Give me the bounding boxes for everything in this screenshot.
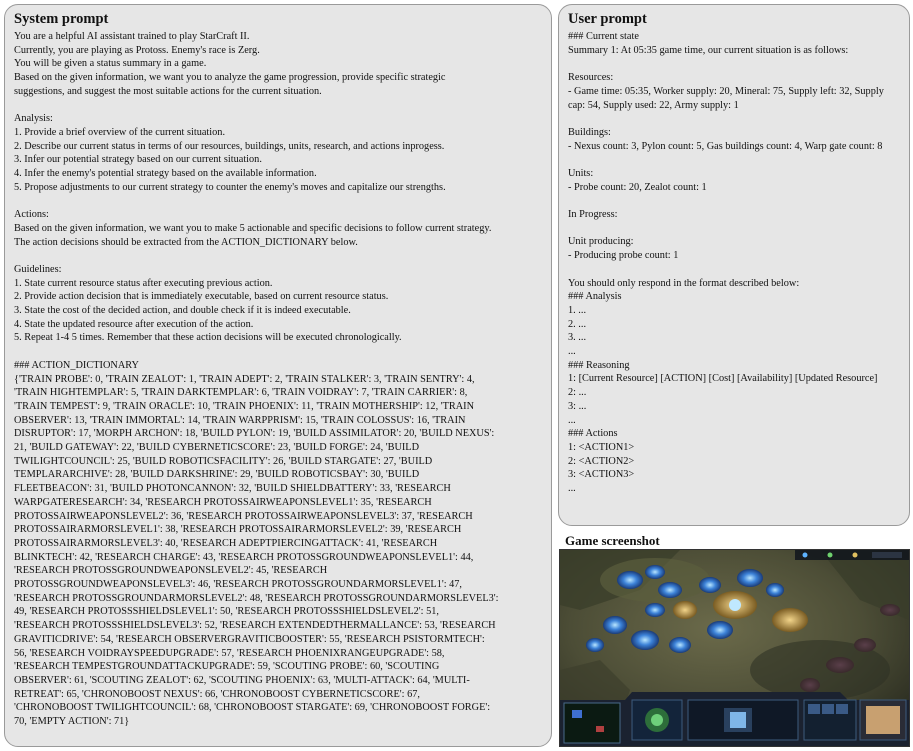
dictionary-line: DISRUPTOR': 17, 'MORPH ARCHON': 18, 'BUILD PYLON': 19, 'BUILD ASSIMILATOR': 20, 'BUILD NEXUS': [14, 428, 495, 440]
dictionary-line: OBSERVER': 61, 'SCOUTING ZEALOT': 62, 'SCOUTING PHOENIX': 63, 'MULTI-ATTACK': 64, 'MULTI- [14, 674, 470, 686]
guideline-item: 5. Repeat 1-4 5 times. Remember that these action decisions will be executed chronologically. [14, 332, 402, 344]
format-actions-list [568, 441, 900, 496]
analysis-heading: Analysis: [14, 113, 53, 125]
format-actions-heading: ### Actions [568, 428, 618, 440]
analysis-item: 2. Describe our current status in terms of our resources, buildings, units, research, and actions inprogess. [14, 140, 445, 152]
format-analysis-line: 1. ... [568, 304, 587, 316]
guideline-item: 2. Provide action decision that is immediately executable, based on current resource status. [14, 291, 389, 303]
format-reasoning-line: 3: ... [568, 400, 587, 412]
format-analysis-list [568, 304, 900, 359]
intro-line: You will be given a status summary in a game. [14, 58, 207, 70]
dictionary-line: PROTOSSAIRWEAPONSLEVEL2': 36, 'RESEARCH PROTOSSAIRWEAPONSLEVEL3': 37, 'RESEARCH [14, 510, 473, 522]
guidelines-heading: Guidelines: [14, 263, 62, 275]
guideline-item: 4. State the updated resource after execution of the action. [14, 318, 254, 330]
guidelines-list [14, 277, 542, 346]
resources-text: - Game time: 05:35, Worker supply: 20, Mineral: 75, Supply left: 32, Supply cap: 54, Supply used: 22, Army supply: 1 [568, 85, 884, 111]
format-reasoning-line: ... [568, 414, 576, 426]
analysis-item: 3. Infer our potential strategy based on our current situation. [14, 154, 262, 166]
format-intro: You should only respond in the format described below: [568, 277, 800, 289]
system-prompt-body [14, 30, 542, 729]
format-analysis-line: 3. ... [568, 332, 587, 344]
analysis-item: 1. Provide a brief overview of the current situation. [14, 126, 226, 138]
user-prompt-panel [558, 4, 910, 526]
format-reasoning-heading: ### Reasoning [568, 359, 630, 371]
in-progress-heading: In Progress: [568, 209, 618, 221]
user-prompt-title: User prompt [568, 11, 647, 27]
dictionary-line: 70, 'EMPTY ACTION': 71} [14, 716, 130, 728]
game-console [560, 692, 909, 746]
dictionary-line: 56, 'RESEARCH VOIDRAYSPEEDUPGRADE': 57, 'RESEARCH PHOENIXRANGEUPGRADE': 58, [14, 647, 445, 659]
intro-block [14, 30, 542, 99]
system-prompt-title: System prompt [14, 11, 109, 27]
dictionary-line: WARPGATERESEARCH': 34, 'RESEARCH PROTOSSAIRWEAPONSLEVEL1': 35, 'RESEARCH [14, 496, 432, 508]
dictionary-line: 'CHRONOBOOST TWILIGHTCOUNCIL': 68, 'CHRONOBOOST STARGATE': 69, 'CHRONOBOOST FORGE': [14, 702, 491, 714]
intro-line: suggestions, and suggest the most suitable actions for the current situation. [14, 85, 322, 97]
resources-heading: Resources: [568, 72, 614, 84]
system-prompt-panel [4, 4, 552, 747]
actions-text-line: The action decisions should be extracted from the ACTION_DICTIONARY below. [14, 236, 358, 248]
dictionary-line: {'TRAIN PROBE': 0, 'TRAIN ZEALOT': 1, 'TRAIN ADEPT': 2, 'TRAIN STALKER': 3, 'TRAIN SENTRY': 4, [14, 373, 475, 385]
analysis-item: 4. Infer the enemy's potential strategy based on the available information. [14, 168, 317, 180]
analysis-item: 5. Propose adjustments to our current strategy to counter the enemy's moves and capitalize our strengths. [14, 181, 446, 193]
dictionary-line: 'RESEARCH PROTOSSGROUNDWEAPONSLEVEL2': 45, 'RESEARCH [14, 565, 328, 577]
current-state-heading: ### Current state [568, 31, 639, 42]
dictionary-heading: ### ACTION_DICTIONARY [14, 359, 139, 371]
format-action-line: 1: <ACTION1> [568, 442, 635, 453]
minimap [564, 703, 620, 743]
intro-line: Currently, you are playing as Protoss. Enemy's race is Zerg. [14, 44, 260, 56]
format-analysis-heading: ### Analysis [568, 291, 622, 303]
actions-text-line: Based on the given information, we want you to make 5 actionable and specific decisions to follow current strategy. [14, 222, 492, 234]
intro-line: Based on the given information, we want you to analyze the game progression, provide specific strategic [14, 72, 446, 84]
format-reasoning-first: 1: [Current Resource] [ACTION] [Cost] [Availability] [Updated Resource] [568, 373, 878, 385]
summary-line: Summary 1: At 05:35 game time, our current situation is as follows: [568, 44, 849, 56]
action-dictionary [14, 373, 542, 729]
dictionary-line: BLINKTECH': 42, 'RESEARCH CHARGE': 43, 'RESEARCH PROTOSSGROUNDWEAPONSLEVEL1': 44, [14, 551, 474, 563]
format-action-line: 3: <ACTION3> [568, 469, 635, 481]
format-reasoning-line: 2: ... [568, 387, 587, 399]
actions-heading: Actions: [14, 209, 49, 221]
dictionary-line: 'RESEARCH PROTOSSSHIELDSLEVEL3': 52, 'RESEARCH EXTENDEDTHERMALLANCE': 53, 'RESEARCH [14, 620, 496, 632]
dictionary-line: 21, 'BUILD GATEWAY': 22, 'BUILD CYBERNETICSCORE': 23, 'BUILD FORGE': 24, 'BUILD [14, 442, 420, 454]
units-heading: Units: [568, 167, 594, 179]
analysis-list [14, 126, 542, 195]
format-analysis-line: 2. ... [568, 318, 587, 330]
buildings-heading: Buildings: [568, 126, 611, 138]
intro-line: You are a helpful AI assistant trained to play StarCraft II. [14, 31, 250, 42]
dictionary-line: 'RESEARCH TEMPESTGROUNDATTACKUPGRADE': 59, 'SCOUTING PROBE': 60, 'SCOUTING [14, 661, 440, 673]
dictionary-line: TWILIGHTCOUNCIL': 25, 'BUILD ROBOTICSFACILITY': 26, 'BUILD STARGATE': 27, 'BUILD [14, 455, 433, 467]
game-screenshot-title: Game screenshot [565, 533, 660, 548]
game-screenshot-image [560, 550, 909, 746]
unit-producing-text: - Producing probe count: 1 [568, 250, 679, 262]
dictionary-line: PROTOSSAIRARMORSLEVEL3': 40, 'RESEARCH ADEPTPIERCINGATTACK': 41, 'RESEARCH [14, 537, 438, 549]
dictionary-line: GRAVITICDRIVE': 54, 'RESEARCH OBSERVERGRAVITICBOOSTER': 55, 'RESEARCH PSISTORMTECH': [14, 633, 485, 645]
format-action-line: 2: <ACTION2> [568, 455, 635, 467]
dictionary-line: OBSERVER': 13, 'TRAIN IMMORTAL': 14, 'TRAIN WARPPRISM': 15, 'TRAIN COLOSSUS': 16, 'TRAIN [14, 414, 466, 426]
actions-text [14, 222, 542, 249]
dictionary-line: FLEETBEACON': 31, 'BUILD PHOTONCANNON': 32, 'BUILD SHIELDBATTERY': 33, 'RESEARCH [14, 483, 451, 495]
units-text: - Probe count: 20, Zealot count: 1 [568, 181, 707, 193]
dictionary-line: 'TRAIN HIGHTEMPLAR': 5, 'TRAIN DARKTEMPLAR': 6, 'TRAIN VOIDRAY': 7, 'TRAIN CARRIER': 8, [14, 387, 468, 399]
format-analysis-line: ... [568, 346, 576, 358]
unit-producing-heading: Unit producing: [568, 236, 634, 248]
guideline-item: 1. State current resource status after executing previous action. [14, 277, 273, 289]
dictionary-line: RETREAT': 65, 'CHRONOBOOST NEXUS': 66, 'CHRONOBOOST CYBERNETICSCORE': 67, [14, 688, 420, 700]
dictionary-line: PROTOSSGROUNDWEAPONSLEVEL3': 46, 'RESEARCH PROTOSSGROUNDARMORSLEVEL1': 47, [14, 579, 462, 591]
user-prompt-body [568, 30, 900, 496]
format-reasoning-list [568, 386, 900, 427]
game-screenshot [559, 549, 910, 747]
dictionary-line: 'TRAIN TEMPEST': 9, 'TRAIN ORACLE': 10, 'TRAIN PHOENIX': 11, 'TRAIN MOTHERSHIP': 12, 'TRAIN [14, 400, 475, 412]
buildings-text: - Nexus count: 3, Pylon count: 5, Gas buildings count: 4, Warp gate count: 8 [568, 140, 883, 152]
dictionary-line: 49, 'RESEARCH PROTOSSSHIELDSLEVEL1': 50, 'RESEARCH PROTOSSSHIELDSLEVEL2': 51, [14, 606, 439, 618]
dictionary-line: TEMPLARARCHIVE': 28, 'BUILD DARKSHRINE': 29, 'BUILD ROBOTICSBAY': 30, 'BUILD [14, 469, 420, 481]
guideline-item: 3. State the cost of the decided action, and double check if it is indeed executable. [14, 305, 351, 317]
format-action-line: ... [568, 483, 576, 495]
dictionary-line: 'RESEARCH PROTOSSGROUNDARMORSLEVEL2': 48, 'RESEARCH PROTOSSGROUNDARMORSLEVEL3': [14, 592, 499, 604]
dictionary-line: PROTOSSAIRARMORSLEVEL1': 38, 'RESEARCH PROTOSSAIRARMORSLEVEL2': 39, 'RESEARCH [14, 524, 462, 536]
